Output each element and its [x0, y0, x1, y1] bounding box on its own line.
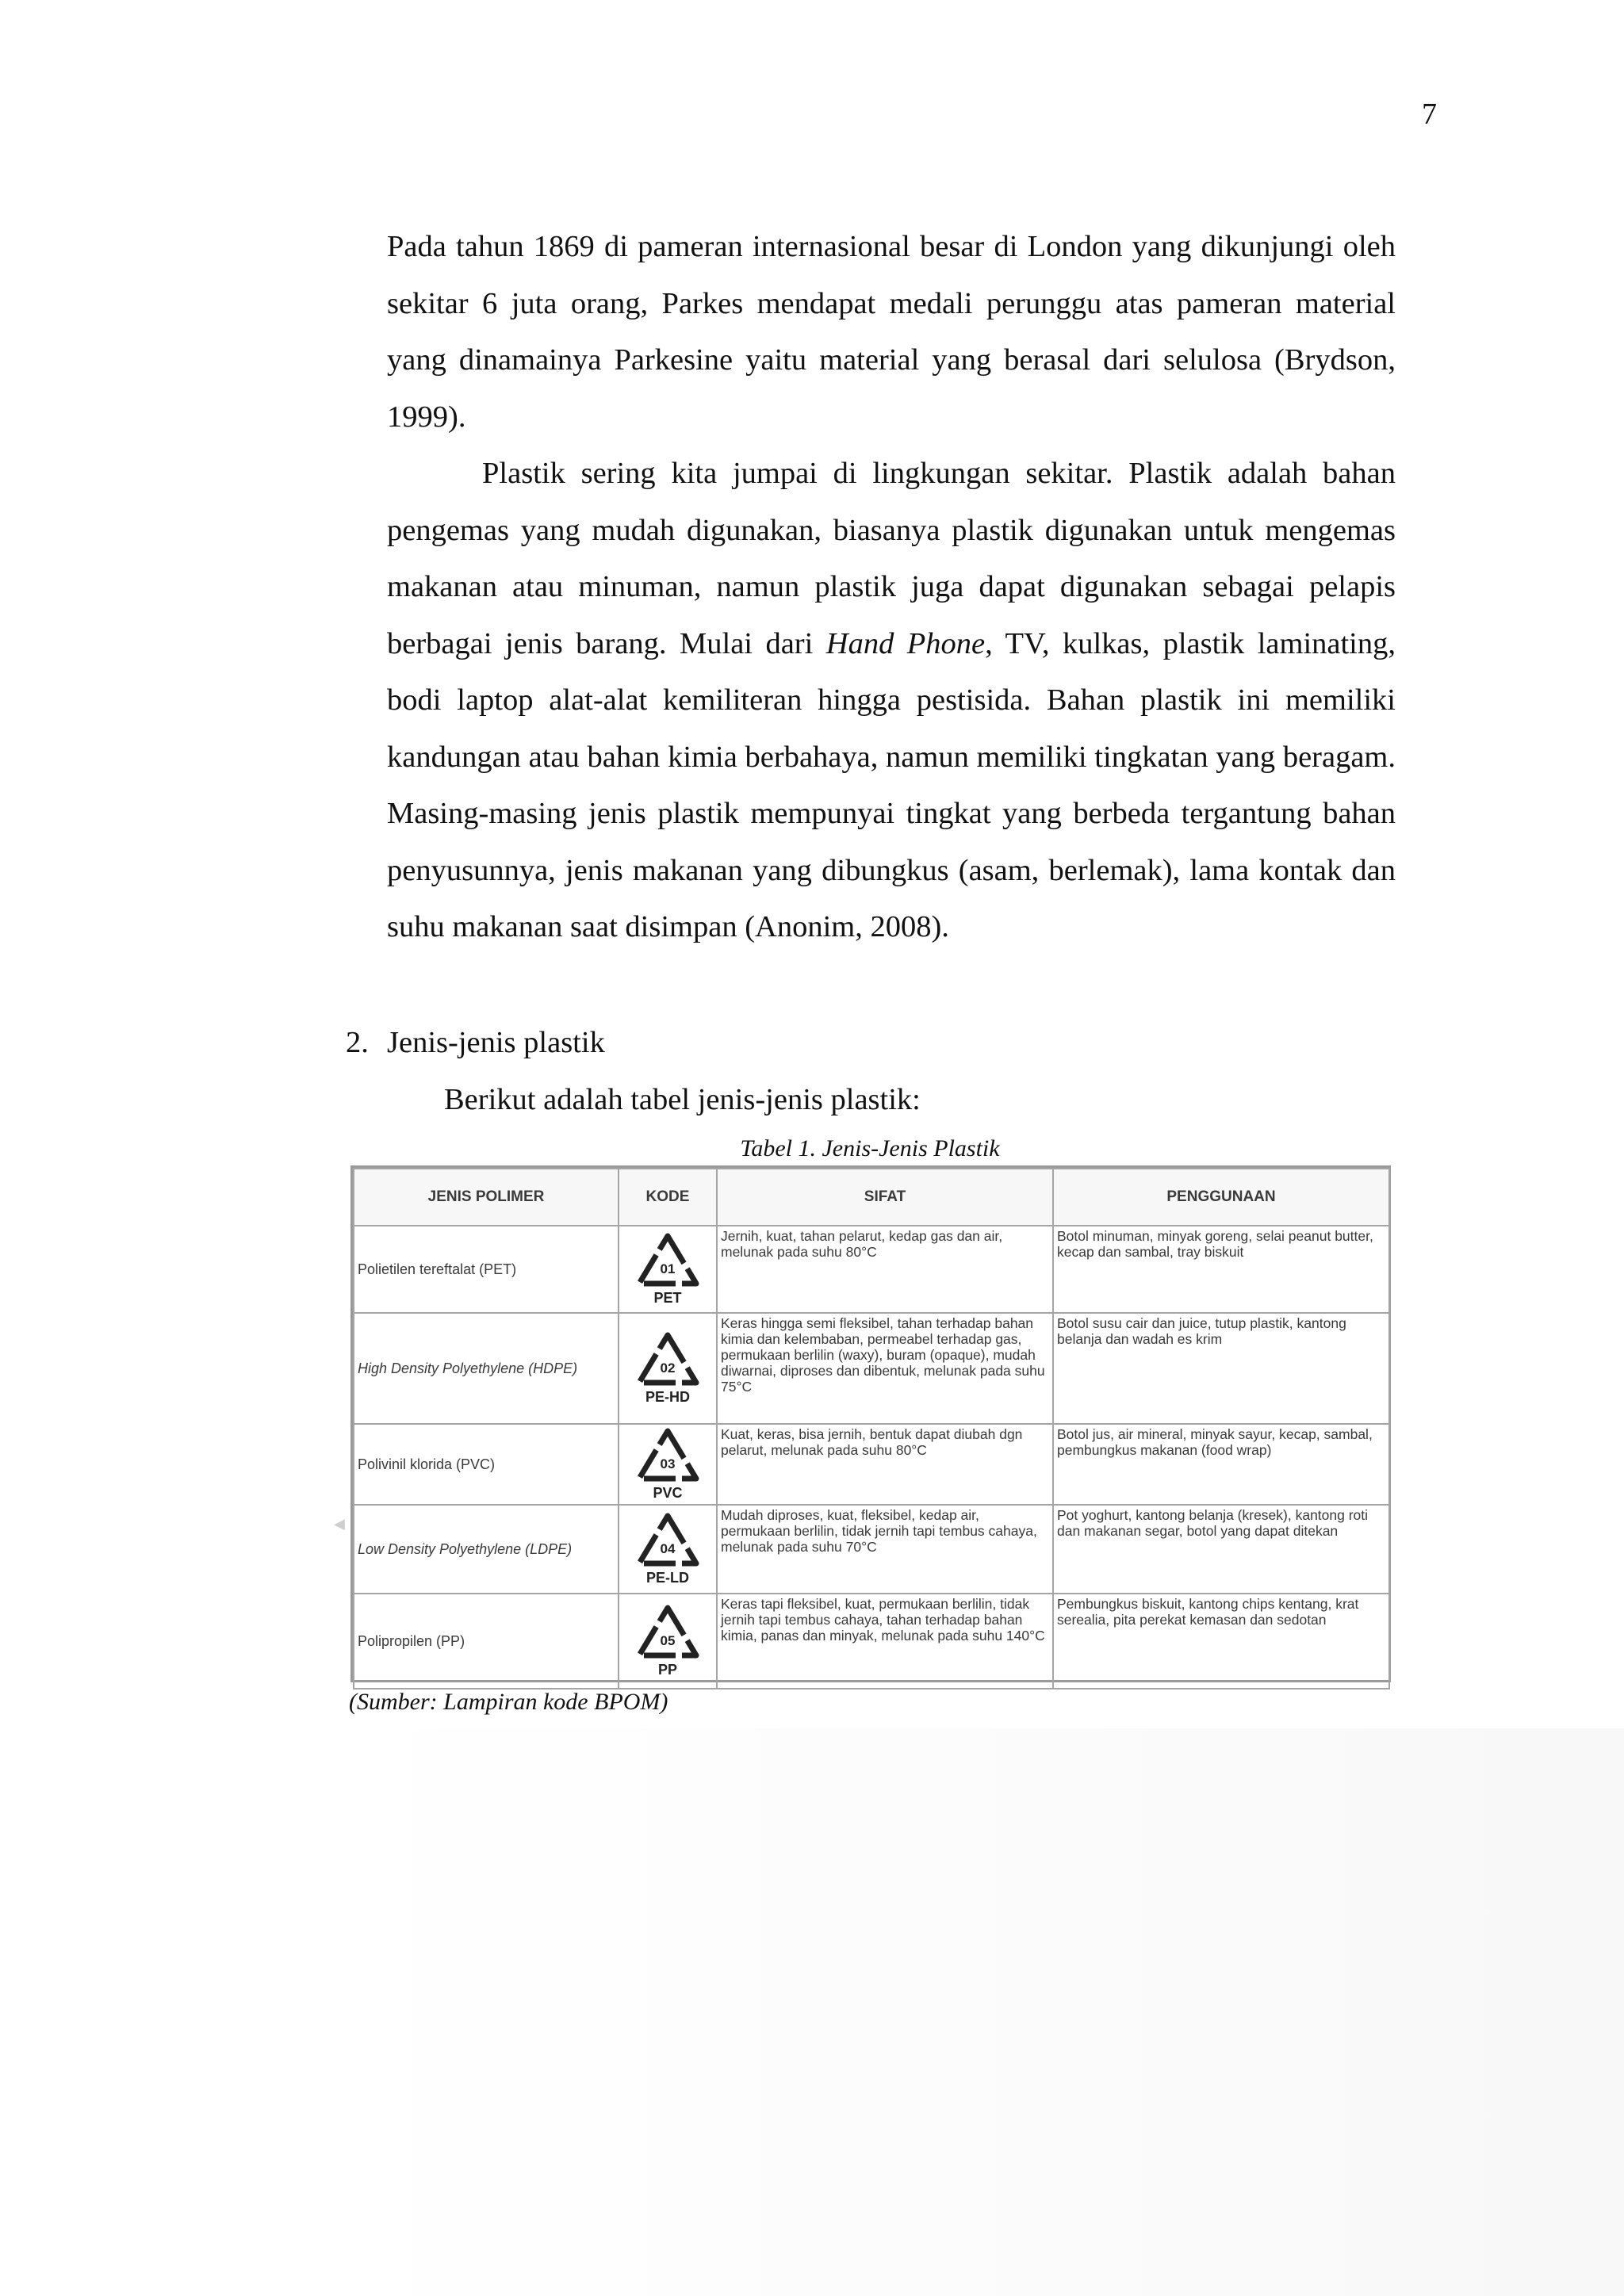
scan-shade	[354, 1728, 1624, 2296]
header-jenis-polimer: JENIS POLIMER	[354, 1169, 619, 1226]
table-row	[354, 1226, 1389, 1313]
recycle-triangle-icon	[628, 1511, 707, 1587]
cell-penggunaan: Botol susu cair dan juice, tutup plastik, kantong belanja dan wadah es krim	[1053, 1313, 1389, 1424]
paragraph-parkesine: Pada tahun 1869 di pameran internasional besar di London yang dikunjungi oleh sekitar 6 juta orang, Parkes mendapat medali perunggu atas pameran material yang dinamainya Parkesine yaitu material yang berasal dari selulosa (Brydson, 1999).	[387, 230, 1396, 434]
resin-code-number: 02	[660, 1360, 676, 1376]
resin-code-label: PET	[653, 1290, 682, 1306]
resin-code-number: 04	[660, 1541, 676, 1556]
table-row	[354, 1505, 1389, 1594]
recycle-triangle-icon	[628, 1330, 707, 1406]
resin-code-label: PP	[657, 1662, 678, 1678]
recycle-triangle-icon	[628, 1426, 707, 1502]
cell-kode	[619, 1424, 717, 1505]
cell-kode	[619, 1594, 717, 1689]
cell-sifat: Jernih, kuat, tahan pelarut, kedap gas dan air, melunak pada suhu 80°C	[717, 1226, 1053, 1313]
recycle-triangle-icon	[628, 1603, 707, 1679]
table-intro: Berikut adalah tabel jenis-jenis plastik:	[444, 1083, 921, 1116]
cell-penggunaan: Pembungkus biskuit, kantong chips kentang, krat serealia, pita perekat kemasan dan sedotan	[1053, 1594, 1389, 1689]
paragraph-plastik	[387, 446, 1396, 956]
cell-sifat: Keras hingga semi fleksibel, tahan terhadap bahan kimia dan kelembaban, permeabel terhadap gas, permukaan berlilin (waxy), buram (opaque), mudah diwarnai, diproses dan dibentuk, melunak pada suhu 75°C	[717, 1313, 1053, 1424]
paragraph-plastik-italic: Hand Phone	[825, 626, 986, 660]
cell-sifat: Kuat, keras, bisa jernih, bentuk dapat diubah dgn pelarut, melunak pada suhu 80°C	[717, 1424, 1053, 1505]
resin-code-label: PE-HD	[645, 1389, 691, 1405]
cell-penggunaan: Botol minuman, minyak goreng, selai peanut butter, kecap dan sambal, tray biskuit	[1053, 1226, 1389, 1313]
left-triangle-icon: ◀	[334, 1516, 345, 1533]
section-number: 2.	[346, 1026, 369, 1059]
cell-kode	[619, 1226, 717, 1313]
cell-jenis-polimer: Low Density Polyethylene (LDPE)	[354, 1505, 619, 1594]
cell-jenis-polimer: High Density Polyethylene (HDPE)	[354, 1313, 619, 1424]
cell-penggunaan: Botol jus, air mineral, minyak sayur, kecap, sambal, pembungkus makanan (food wrap)	[1053, 1424, 1389, 1505]
cell-jenis-polimer: Polietilen tereftalat (PET)	[354, 1226, 619, 1313]
resin-code-label: PVC	[653, 1485, 683, 1501]
section-title: Jenis-jenis plastik	[387, 1026, 605, 1059]
plastic-table	[353, 1168, 1390, 1689]
resin-code-number: 03	[660, 1456, 676, 1471]
paragraph-plastik-part-2: , TV, kulkas, plastik laminating, bodi laptop alat-alat kemiliteran hingga pestisida. Bahan plastik ini memiliki kandungan atau bahan kimia berbahaya, namun memiliki tingkatan yang beragam. Masing-masing jenis plastik mempunyai tingkat yang berbeda tergantung bahan penyusunnya, jenis makanan yang dibungkus (asam, berlemak), lama kontak dan suhu makanan saat disimpan (Anonim, 2008).	[387, 626, 1396, 943]
paragraph-plastik-part-1: Plastik sering kita jumpai di lingkungan sekitar. Plastik adalah bahan pengemas yang mudah digunakan, biasanya plastik digunakan untuk mengemas makanan atau minuman, namun plastik juga dapat digunakan sebagai pelapis berbagai jenis barang. Mulai dari	[387, 457, 1396, 660]
header-sifat: SIFAT	[717, 1169, 1053, 1226]
header-penggunaan: PENGGUNAAN	[1053, 1169, 1389, 1226]
section-heading	[346, 1015, 605, 1072]
resin-code-label: PE-LD	[646, 1570, 689, 1586]
cell-sifat: Mudah diproses, kuat, fleksibel, kedap air, permukaan berlilin, tidak jernih tapi tembus cahaya, melunak pada suhu 70°C	[717, 1505, 1053, 1594]
source-note: (Sumber: Lampiran kode BPOM)	[349, 1689, 668, 1715]
table-row	[354, 1313, 1389, 1424]
cell-jenis-polimer: Polipropilen (PP)	[354, 1594, 619, 1689]
table-header-row	[354, 1169, 1389, 1226]
resin-code-number: 01	[660, 1261, 676, 1276]
header-kode: KODE	[619, 1169, 717, 1226]
cell-sifat: Keras tapi fleksibel, kuat, permukaan berlilin, tidak jernih tapi tembus cahaya, tahan terhadap bahan kimia, panas dan minyak, melunak pada suhu 140°C	[717, 1594, 1053, 1689]
resin-code-number: 05	[660, 1633, 676, 1648]
plastic-types-table	[350, 1165, 1391, 1682]
cell-kode	[619, 1505, 717, 1594]
cell-kode	[619, 1313, 717, 1424]
cell-jenis-polimer: Polivinil klorida (PVC)	[354, 1424, 619, 1505]
page-number: 7	[1422, 98, 1437, 131]
table-row	[354, 1424, 1389, 1505]
table-caption: Tabel 1. Jenis-Jenis Plastik	[740, 1135, 1000, 1161]
table-row	[354, 1594, 1389, 1689]
cell-penggunaan: Pot yoghurt, kantong belanja (kresek), kantong roti dan makanan segar, botol yang dapat ditekan	[1053, 1505, 1389, 1594]
recycle-triangle-icon	[628, 1231, 707, 1307]
